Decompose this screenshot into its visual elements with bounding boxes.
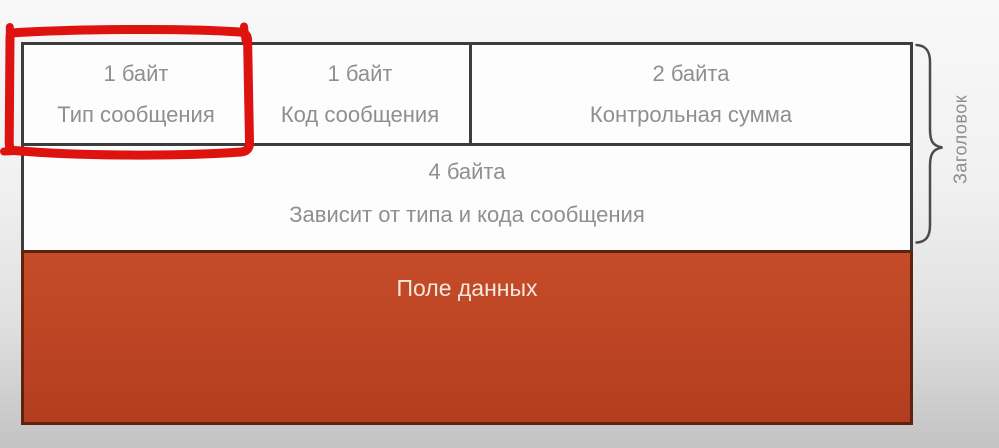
cell-variable-header-field [21, 143, 913, 253]
cell-size-text: 1 байт [103, 60, 169, 86]
cell-size-text: 2 байта [652, 60, 730, 86]
header-brace-label: Заголовок [950, 94, 971, 184]
data-field-label: Поле данных [396, 275, 538, 301]
packet-structure-diagram [21, 42, 913, 425]
cell-size-text: 1 байт [327, 60, 393, 86]
cell-message-type [24, 45, 251, 143]
cell-size-text: 4 байта [428, 158, 506, 184]
red-box-corner-stroke-top-right [244, 27, 246, 41]
red-box-corner-stroke-bottom-left [4, 151, 15, 152]
data-field-block [21, 250, 913, 425]
cell-field-name: Код сообщения [280, 101, 440, 127]
cell-field-name: Тип сообщения [57, 101, 215, 127]
cell-field-name: Контрольная сумма [589, 101, 793, 127]
cell-checksum [472, 45, 910, 143]
cell-field-name: Зависит от типа и кода сообщения [289, 201, 645, 227]
cell-message-code [251, 45, 472, 143]
header-brace [917, 45, 943, 243]
header-row-1 [21, 42, 913, 146]
